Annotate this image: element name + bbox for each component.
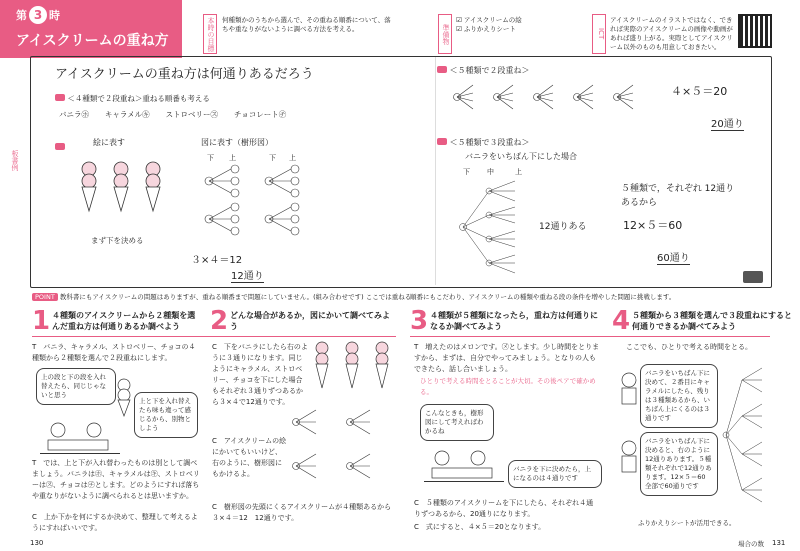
step4-title: ＜５種類で３段重ね＞ bbox=[437, 137, 530, 148]
col2-para: C 樹形図の先頭にくるアイスクリームが４種類あるから３×４＝12 12通りです。 bbox=[212, 503, 392, 522]
speech-bubble: 上の段と下の段を入れ替えたら、同じじゃないと思う bbox=[36, 368, 116, 405]
col1-para: C 上か下かを何にするか決めて、整理して考えるようにすればいいです。 bbox=[32, 513, 198, 532]
result-3: 60通り bbox=[657, 249, 690, 265]
col3-note: ひとりで考える時間をとることが大切。その後ペアで確かめる。 bbox=[420, 377, 596, 396]
col3-para: C 式にすると、４×５＝20となります。 bbox=[414, 523, 546, 531]
tree-down-label: 下 bbox=[463, 168, 470, 176]
tree-diagram-3level bbox=[722, 360, 774, 510]
ice-cream-drawings bbox=[75, 159, 171, 219]
flavor-list bbox=[59, 109, 286, 120]
students-illustration bbox=[424, 446, 504, 482]
formula-3: 12×５＝60 bbox=[623, 219, 683, 232]
col4-foot: ふりかえりシートが活用できる。 bbox=[638, 519, 736, 527]
col3-para: C ５種類のアイスクリームを下にしたら、それぞれ４通りずつあるから、20通りになります。 bbox=[414, 499, 594, 518]
step-marker-icon bbox=[437, 66, 447, 73]
point-label: POINT bbox=[32, 293, 58, 301]
col1-para: T では、上と下が入れ替わったものは別として調べましょう。バニラは㋭、キャラメルは㋖、ストロベリーは㋜、チョコは㋠とします。どのようにすれば落ちや重なりがないように調べられるとは思いますか。 bbox=[32, 459, 200, 500]
board-label: 板書例 bbox=[11, 150, 19, 171]
step3-title: ＜５種類で２段重ね＞ bbox=[437, 65, 530, 76]
flavor-item: ストロベリー㋜ bbox=[165, 110, 219, 119]
formula-2: ４×５＝20 bbox=[671, 85, 728, 98]
tree-down-label: 下 bbox=[269, 154, 276, 162]
board-divider bbox=[435, 57, 436, 285]
student-avatar bbox=[618, 372, 640, 406]
speech-bubble: バニラをいちばん下に決めると、右のように12通りあります。５種類それぞれで12通りあります。12×５＝60 全部で60通りです bbox=[640, 432, 718, 496]
tree-up-label: 上 bbox=[229, 154, 236, 162]
aim-text: 何種類かのうちから選んで、その重ねる順番について、落ちや重なりがないように調べる方法を考える。 bbox=[222, 16, 391, 33]
speech-bubble: バニラをいちばん下に決めて、２番目にキャラメルにしたら、残りは３種類あるから、いちばん上にくるのは３通りです bbox=[640, 364, 718, 428]
divider bbox=[32, 336, 396, 337]
tree-label: 図に表す（樹形図） bbox=[201, 138, 273, 147]
col2-para: C アイスクリームの絵にかいてもいいけど、右のように、樹形図にもかけるよ。 bbox=[212, 437, 287, 478]
blackboard bbox=[30, 56, 772, 288]
point-note-left: POINT 教科書にもアイスクリームの問題はありますが、重ねる順番まで問題にしていません。(組み合わせです) ここでは重ねる bbox=[32, 292, 411, 301]
speech-bubble: こんなときも，樹形図にして考えればわかるね bbox=[420, 404, 494, 441]
page-number-right: 131 bbox=[772, 539, 786, 547]
tree-diagram-3level bbox=[455, 175, 535, 281]
students-illustration bbox=[40, 418, 120, 454]
step4-subtitle: バニラをいちばん下にした場合 bbox=[465, 152, 577, 161]
step1-title: ＜４種類で２段重ね＞重ねる順番も考える bbox=[55, 93, 210, 104]
tree-mid-label: 中 bbox=[487, 168, 494, 176]
prep-list bbox=[456, 16, 576, 34]
each-12-text: ５種類で，それぞれ 12通り bbox=[621, 184, 735, 194]
tree-down-label: 下 bbox=[207, 154, 214, 162]
ict-text: アイスクリームのイラストではなく、できれば実際のアイスクリームの画像や動画があれば盛り上がる。実際としてアイスクリーム以外のものも用意しておきたい。 bbox=[610, 16, 733, 51]
twelve-ways-text: 12通りある bbox=[539, 222, 587, 232]
aim-label: 本時の目標 bbox=[203, 14, 217, 54]
col1-para: T バニラ、キャラメル、ストロベリー、チョコの４種類から２種類を選んで２段重ねにします。 bbox=[32, 343, 196, 362]
result-2: 20通り bbox=[711, 115, 744, 131]
result-1: 12通り bbox=[231, 267, 264, 283]
page-number-left: 130 bbox=[30, 539, 44, 547]
point-note-right: 順番にもこだわり、アイスクリームの種類や重ねる段の条件を増やした問題に挑戦します。 bbox=[410, 293, 676, 301]
page-section-label: 場合の数 bbox=[738, 540, 764, 548]
qr-code-icon bbox=[738, 14, 772, 48]
formula-1: ３×４＝12 bbox=[191, 255, 243, 266]
step-marker-icon bbox=[55, 94, 65, 101]
flavor-item: チョコレート㋠ bbox=[233, 110, 287, 119]
book-icon bbox=[743, 271, 763, 283]
col2-para: C 下をバニラにしたら右のように３通りになります。同じようにキャラメル、ストロベリー、チョコを下にした場合もそれぞれ３通りずつあるから３×４で12通りです。 bbox=[212, 343, 308, 406]
tree-diagram-2level bbox=[290, 404, 396, 494]
picture-label: 絵に表す bbox=[93, 138, 125, 147]
student-avatar bbox=[618, 440, 640, 474]
tree-up-label: 上 bbox=[515, 168, 522, 176]
because-text: あるから bbox=[621, 198, 658, 208]
lesson-number: 第 3 時 bbox=[16, 8, 60, 22]
speech-bubble: バニラを下に決めたら，上になるのは４通りです bbox=[508, 460, 602, 488]
decide-bottom-text: まず下を決める bbox=[91, 236, 144, 245]
lesson-header-badge bbox=[0, 0, 182, 58]
lesson-title: アイスクリームの重ね方 bbox=[16, 33, 169, 49]
board-question: アイスクリームの重ね方は何通りあるだろう bbox=[55, 67, 314, 82]
speech-bubble: 上と下を入れ替えたら味も違って感じるから、別物としよう bbox=[134, 392, 198, 438]
ice-cream-icon bbox=[112, 378, 136, 418]
step2-marker-icon bbox=[55, 135, 65, 154]
flavor-item: バニラ㋭ bbox=[59, 110, 89, 119]
col4-lead: ここでも、ひとりで考える時間をとる。 bbox=[626, 343, 752, 351]
ict-label: ICT bbox=[592, 14, 606, 54]
prep-item: ☑ アイスクリームの絵 bbox=[456, 16, 522, 24]
tree-diagram-2level bbox=[201, 161, 311, 241]
prep-item: ☑ ふりかえりシート bbox=[456, 25, 516, 33]
flavor-item: キャラメル㋖ bbox=[104, 110, 150, 119]
divider bbox=[410, 336, 770, 337]
prep-label: 準備物 bbox=[438, 14, 452, 54]
col3-para: T 増えたのはメロンです。㋱とします。少し時間をとりますから、まずは、自分でやってみましょう。となりの人もできたら、話し合いましょう。 bbox=[414, 343, 600, 373]
step-marker-icon bbox=[437, 138, 447, 145]
ice-cream-drawings bbox=[310, 340, 396, 396]
tree-up-label: 上 bbox=[289, 154, 296, 162]
tree-diagram-5x2 bbox=[451, 79, 651, 119]
